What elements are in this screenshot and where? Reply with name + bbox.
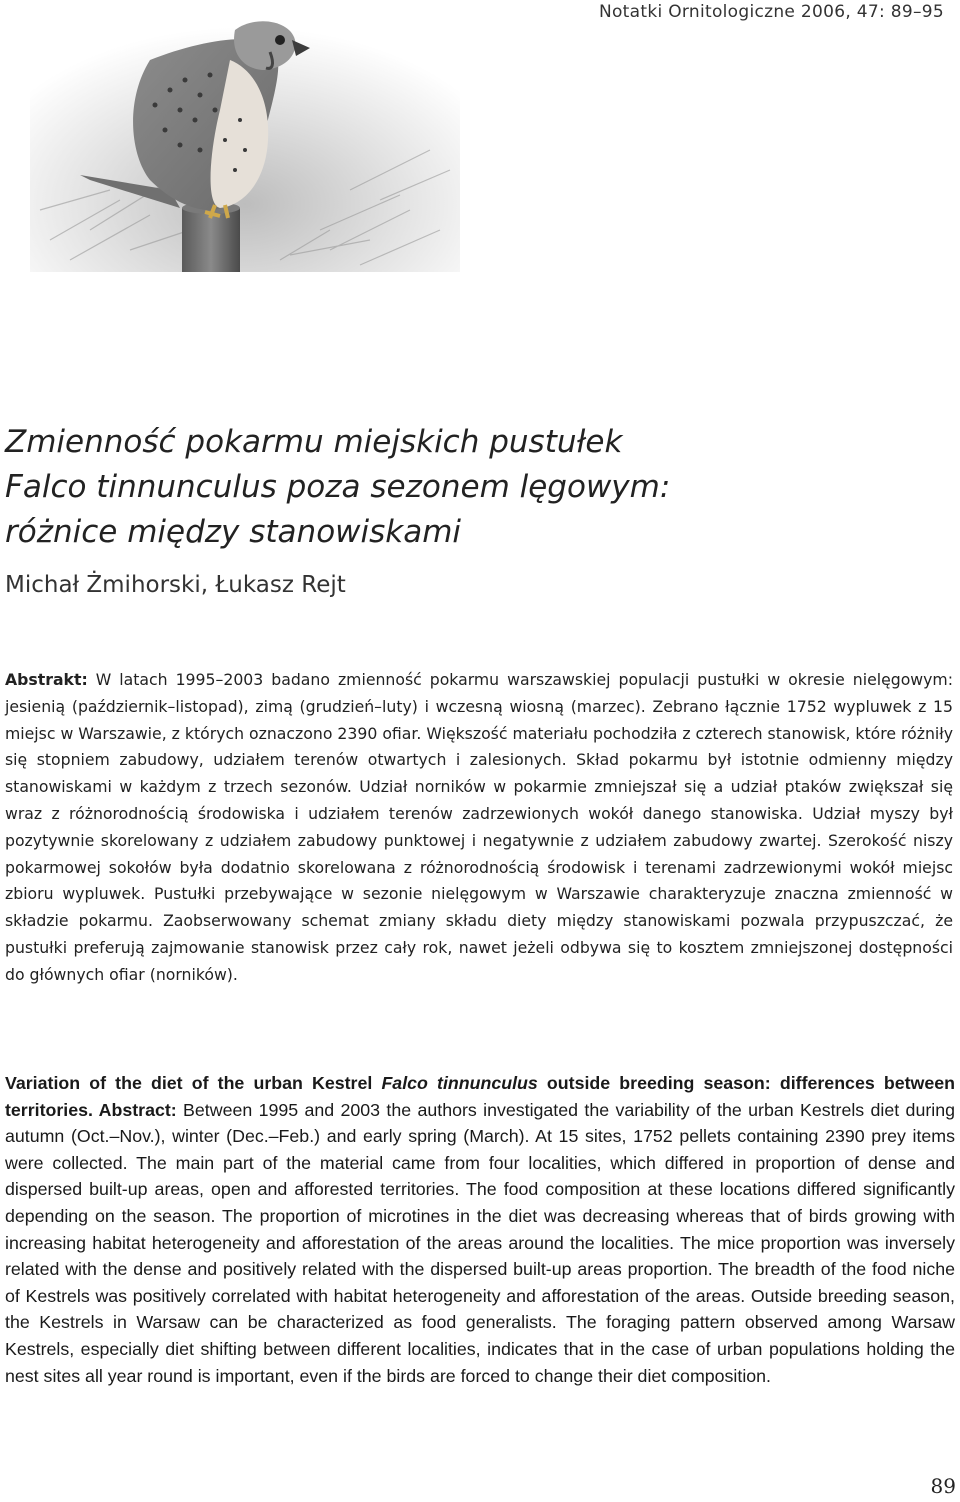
- abstract-pl-text: W latach 1995–2003 badano zmienność pokarmu warszawskiej populacji pustułki w okresie nielęgowym: jesienią (październik–listopad), zimą (grudzień–luty) i wczesną wiosną (marzec). Zebrano łącznie 1752 wypluwek z 15 miejsc w Warszawie, z których oznaczono 2390 ofiar. Większość materiału pochodziła z czterech stanowisk, które różniły się stopniem zabudowy, udziałem terenów otwartych i zalesionych. Skład pokarmu był istotnie odmienny między stanowiskami w każdym z trzech sezonów. Udział norników w pokarmie zmniejszał się a udział ptaków zwiększał się wraz z różnorodnością środowiska i udziałem terenów zadrzewionych wokół danego stanowiska. Udział myszy był pozytywnie skorelowany z udziałem zabudowy punktowej i negatywnie z udziałem zabudowy zwartej. Szerokość niszy pokarmowej sokołów była dodatnio skorelowana z różnorodnością środowisk i terenami zadrzewionymi wokół miejsc zbioru wypluwek. Pustułki przebywające w sezonie nielęgowym w Warszawie charakteryzuje znaczna zmienność w składzie pokarmu. Zaobserwowany schemat zmiany składu diety między stanowiskami pozwala przypuszczać, że pustułki preferują zajmowanie stanowisk przez cały rok, nawet jeżeli odbywa się to kosztem zmniejszonej dostępności do głównych ofiar (norników).: [5, 670, 953, 984]
- article-title: [5, 420, 945, 555]
- journal-reference: Notatki Ornitologiczne 2006, 47: 89–95: [598, 2, 944, 22]
- abstract-en-title-post: outside breeding season: differences between territories.: [5, 1073, 956, 1120]
- page-number: 89: [930, 1474, 956, 1498]
- abstract-pl-label: Abstrakt:: [5, 670, 88, 689]
- title-species: Falco tinnunculus: [5, 469, 277, 505]
- title-line-1: Zmienność pokarmu miejskich pustułek: [5, 424, 623, 460]
- abstract-en-label: Abstract:: [92, 1099, 177, 1120]
- abstract-en-title-pre: Variation of the diet of the urban Kestrel: [5, 1073, 382, 1093]
- abstract-en-title-species: Falco tinnunculus: [381, 1073, 538, 1093]
- abstract-en-text: Between 1995 and 2003 the authors investigated the variability of the urban Kestrels diet during autumn (Oct.–Nov.), winter (Dec.–Feb.) and early spring (March). At 15 sites, 1752 pellets containing 2390 prey items were collected. The main part of the material came from four localities, which differed in proportion of dense and dispersed built-up areas, open and afforested territories. The food composition at these locations differed significantly depending on the season. The proportion of microtines in the diet was decreasing whereas that of birds growing with increasing habitat heterogeneity and afforestation of the areas around the localities. The mice proportion was inversely related with the dense and positively related with the dispersed built-up areas proportion. The breadth of the food niche of Kestrels was positively correlated with habitat heterogeneity and afforestation of the areas. Outside breeding season, the Kestrels in Warsaw can be characterized as food generalists. The foraging pattern observed among Warsaw Kestrels, especially diet shifting between different localities, indicates that in the case of urban populations holding the nest sites all year round is important, even if the birds are forced to change their diet composition.: [5, 1099, 955, 1386]
- title-line-2: poza sezonem lęgowym:: [276, 469, 671, 505]
- title-line-3: różnice między stanowiskami: [5, 514, 462, 550]
- kestrel-illustration: [30, 0, 460, 272]
- abstract-polish: [5, 667, 953, 989]
- abstract-english: [5, 1070, 955, 1389]
- authors: Michał Żmihorski, Łukasz Rejt: [5, 572, 346, 598]
